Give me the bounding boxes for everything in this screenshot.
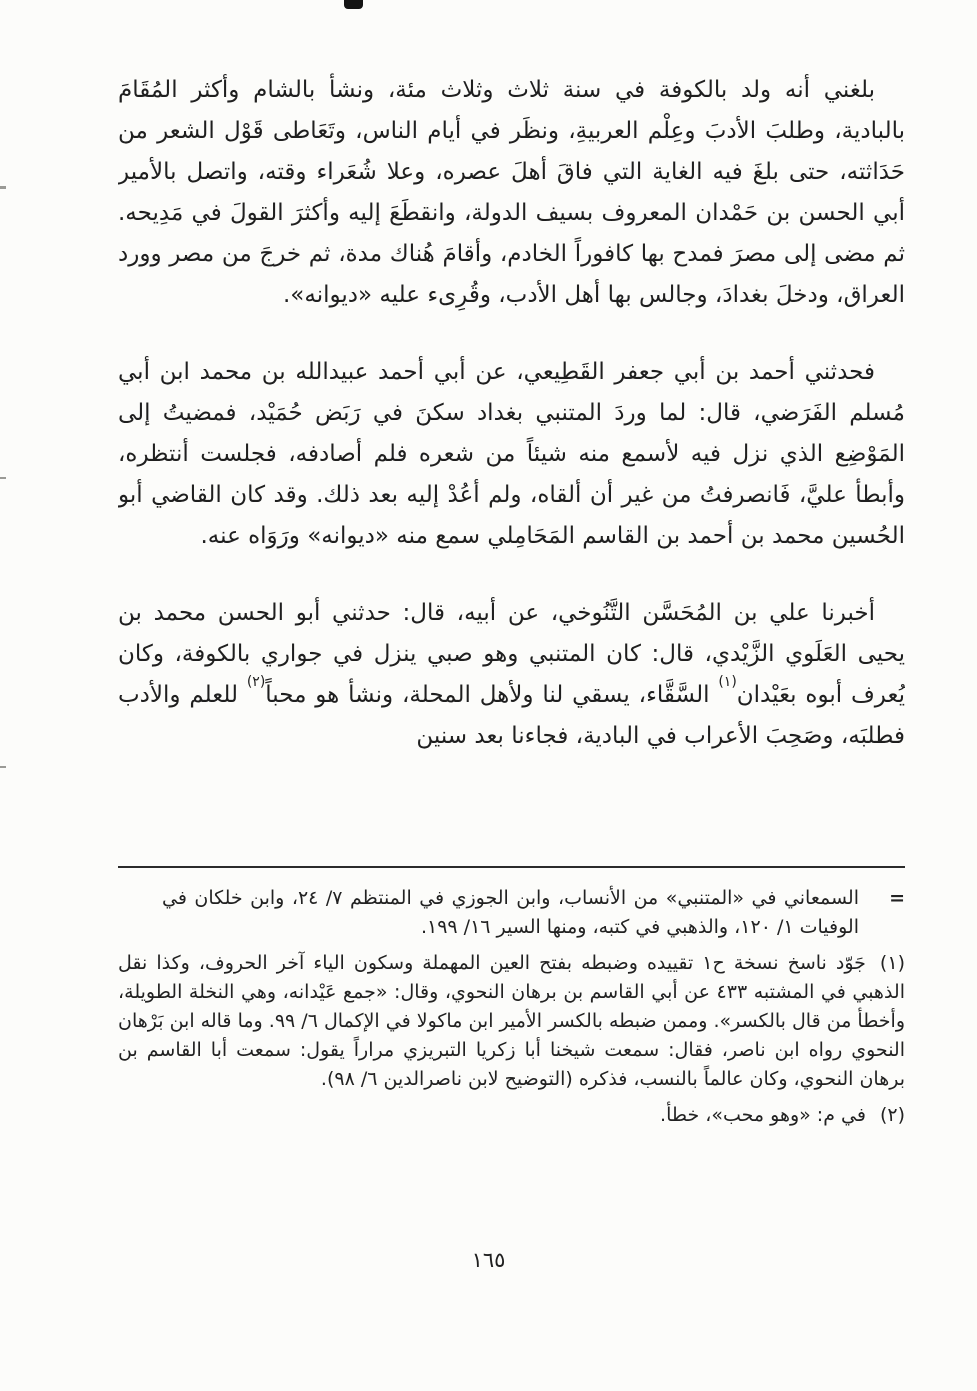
footnote-continuation (118, 884, 905, 942)
paragraph-text: أخبرنا علي بن المُحَسَّن التَّنُوخي، عن أبيه، قال: حدثني أبو الحسن محمد بن يحيى العَلَوي الزَّيْدي، قال: كان المتنبي وهو صبي ينزل في جواري بالكوفة، وكان يُعرف أبوه بعَيْدان (118, 600, 905, 708)
body-paragraph-2: فحدثني أحمد بن أبي جعفر القَطِيعي، عن أبي أحمد عبيدالله بن محمد ابن أبي مُسلم الفَرَضي، قال: لما وردَ المتنبي بغداد سكنَ في رَبَض حُمَيْد، فمضيتُ إلى المَوْضِع الذي نزل فيه لأسمع منه شيئاً من شعره فلم أصادفه، فجلست أنتظره، وأبطأ عليَّ، فَانصرفتُ من غير أن ألقاه، ولم أعُدْ إليه بعد ذلك. وقد كان القاضي أبو الحُسين محمد بن أحمد بن القاسم المَحَامِلي سمع منه «ديوانه» ورَوَاه عنه. (118, 359, 905, 549)
footnote-marker: (١) (879, 952, 905, 974)
footnote-ref-1: (١) (718, 674, 737, 691)
scan-artifact-left-1 (0, 186, 6, 189)
footnote-text: جَوّد ناسخ نسخة ح١ تقييده وضبطه بفتح العين المهملة وسكون الياء آخر الحروف، وكذا نقل الذهبي في المشتبه ٤٣٣ عن أبي القاسم بن برهان النحوي، وقال: «جمع عَيْدانه، وهي النخلة الطويلة، وأخطأ من قال بالكسر». وممن ضبطه بالكسر الأمير ابن ماكولا في الإكمال ٦/ ٩٩. وما قاله ابن بَرْهان النحوي رواه ابن ناصر، فقال: سمعت شيخنا أبا زكريا التبريزي مراراً يقول: سمعت أبا القاسم بن برهان النحوي، وكان عالماً بالنسب، فذكره (التوضيح لابن ناصرالدين ٦/ ٩٨). (118, 952, 905, 1090)
scan-artifact-left-2 (0, 477, 6, 479)
scan-artifact-top (344, 0, 363, 9)
footnote-continuation-marker: = (889, 887, 905, 909)
footnote-ref-2: (٢) (246, 674, 266, 691)
scan-artifact-left-3 (0, 766, 6, 768)
footnote-1 (118, 949, 905, 1094)
paragraph-text: للعلم والأدب فطلبَه، وصَحِبَ الأعراب في البادية، فجاءنا بعد سنين (118, 682, 905, 749)
body-paragraph-1: بلغني أنه ولد بالكوفة في سنة ثلاث وثلاث مئة، ونشأ بالشام وأكثر المُقَامَ بالبادية، وطلبَ الأدبَ وعِلْم العربيةِ، ونظَر في أيام الناس، وتَعَاطى قَوْل الشعر من حَدَاثته، حتى بلغَ فيه الغاية التي فاقَ أهلَ عصره، وعلا شُعَراء وقته، واتصل بالأمير أبي الحسن بن حَمْدان المعروف بسيف الدولة، وانقطَعَ إليه وأكثرَ القولَ في مَدِيحه. ثم مضى إلى مصرَ فمدح بها كافوراً الخادم، وأقامَ هُناك مدة، ثم خرجَ من مصر وورد العراق، ودخلَ بغدادَ، وجالس بها أهل الأدب، وقُرِىء عليه «ديوانه». (118, 77, 905, 308)
footnotes-section (118, 884, 905, 1137)
footnote-text: السمعاني في «المتنبي» من الأنساب، وابن الجوزي في المنتظم ٧/ ٢٤، وابن خلكان في الوفيات ١/ ١٢٠، والذهبي في كتبه، ومنها السير ١٦/ ١٩٩. (162, 887, 859, 938)
footnote-separator-line (118, 866, 905, 868)
footnote-text: في م: «وهو محب»، خطأ. (660, 1104, 866, 1126)
body-paragraph-3 (118, 593, 905, 757)
page-number: ١٦٥ (471, 1248, 506, 1272)
page-body (118, 70, 905, 757)
footnote-marker: (٢) (879, 1104, 905, 1126)
footnote-2 (118, 1101, 905, 1130)
paragraph-text: السَّقَّاء، يسقي لنا ولأهل المحلة، ونشأ هو محباً (265, 682, 719, 708)
